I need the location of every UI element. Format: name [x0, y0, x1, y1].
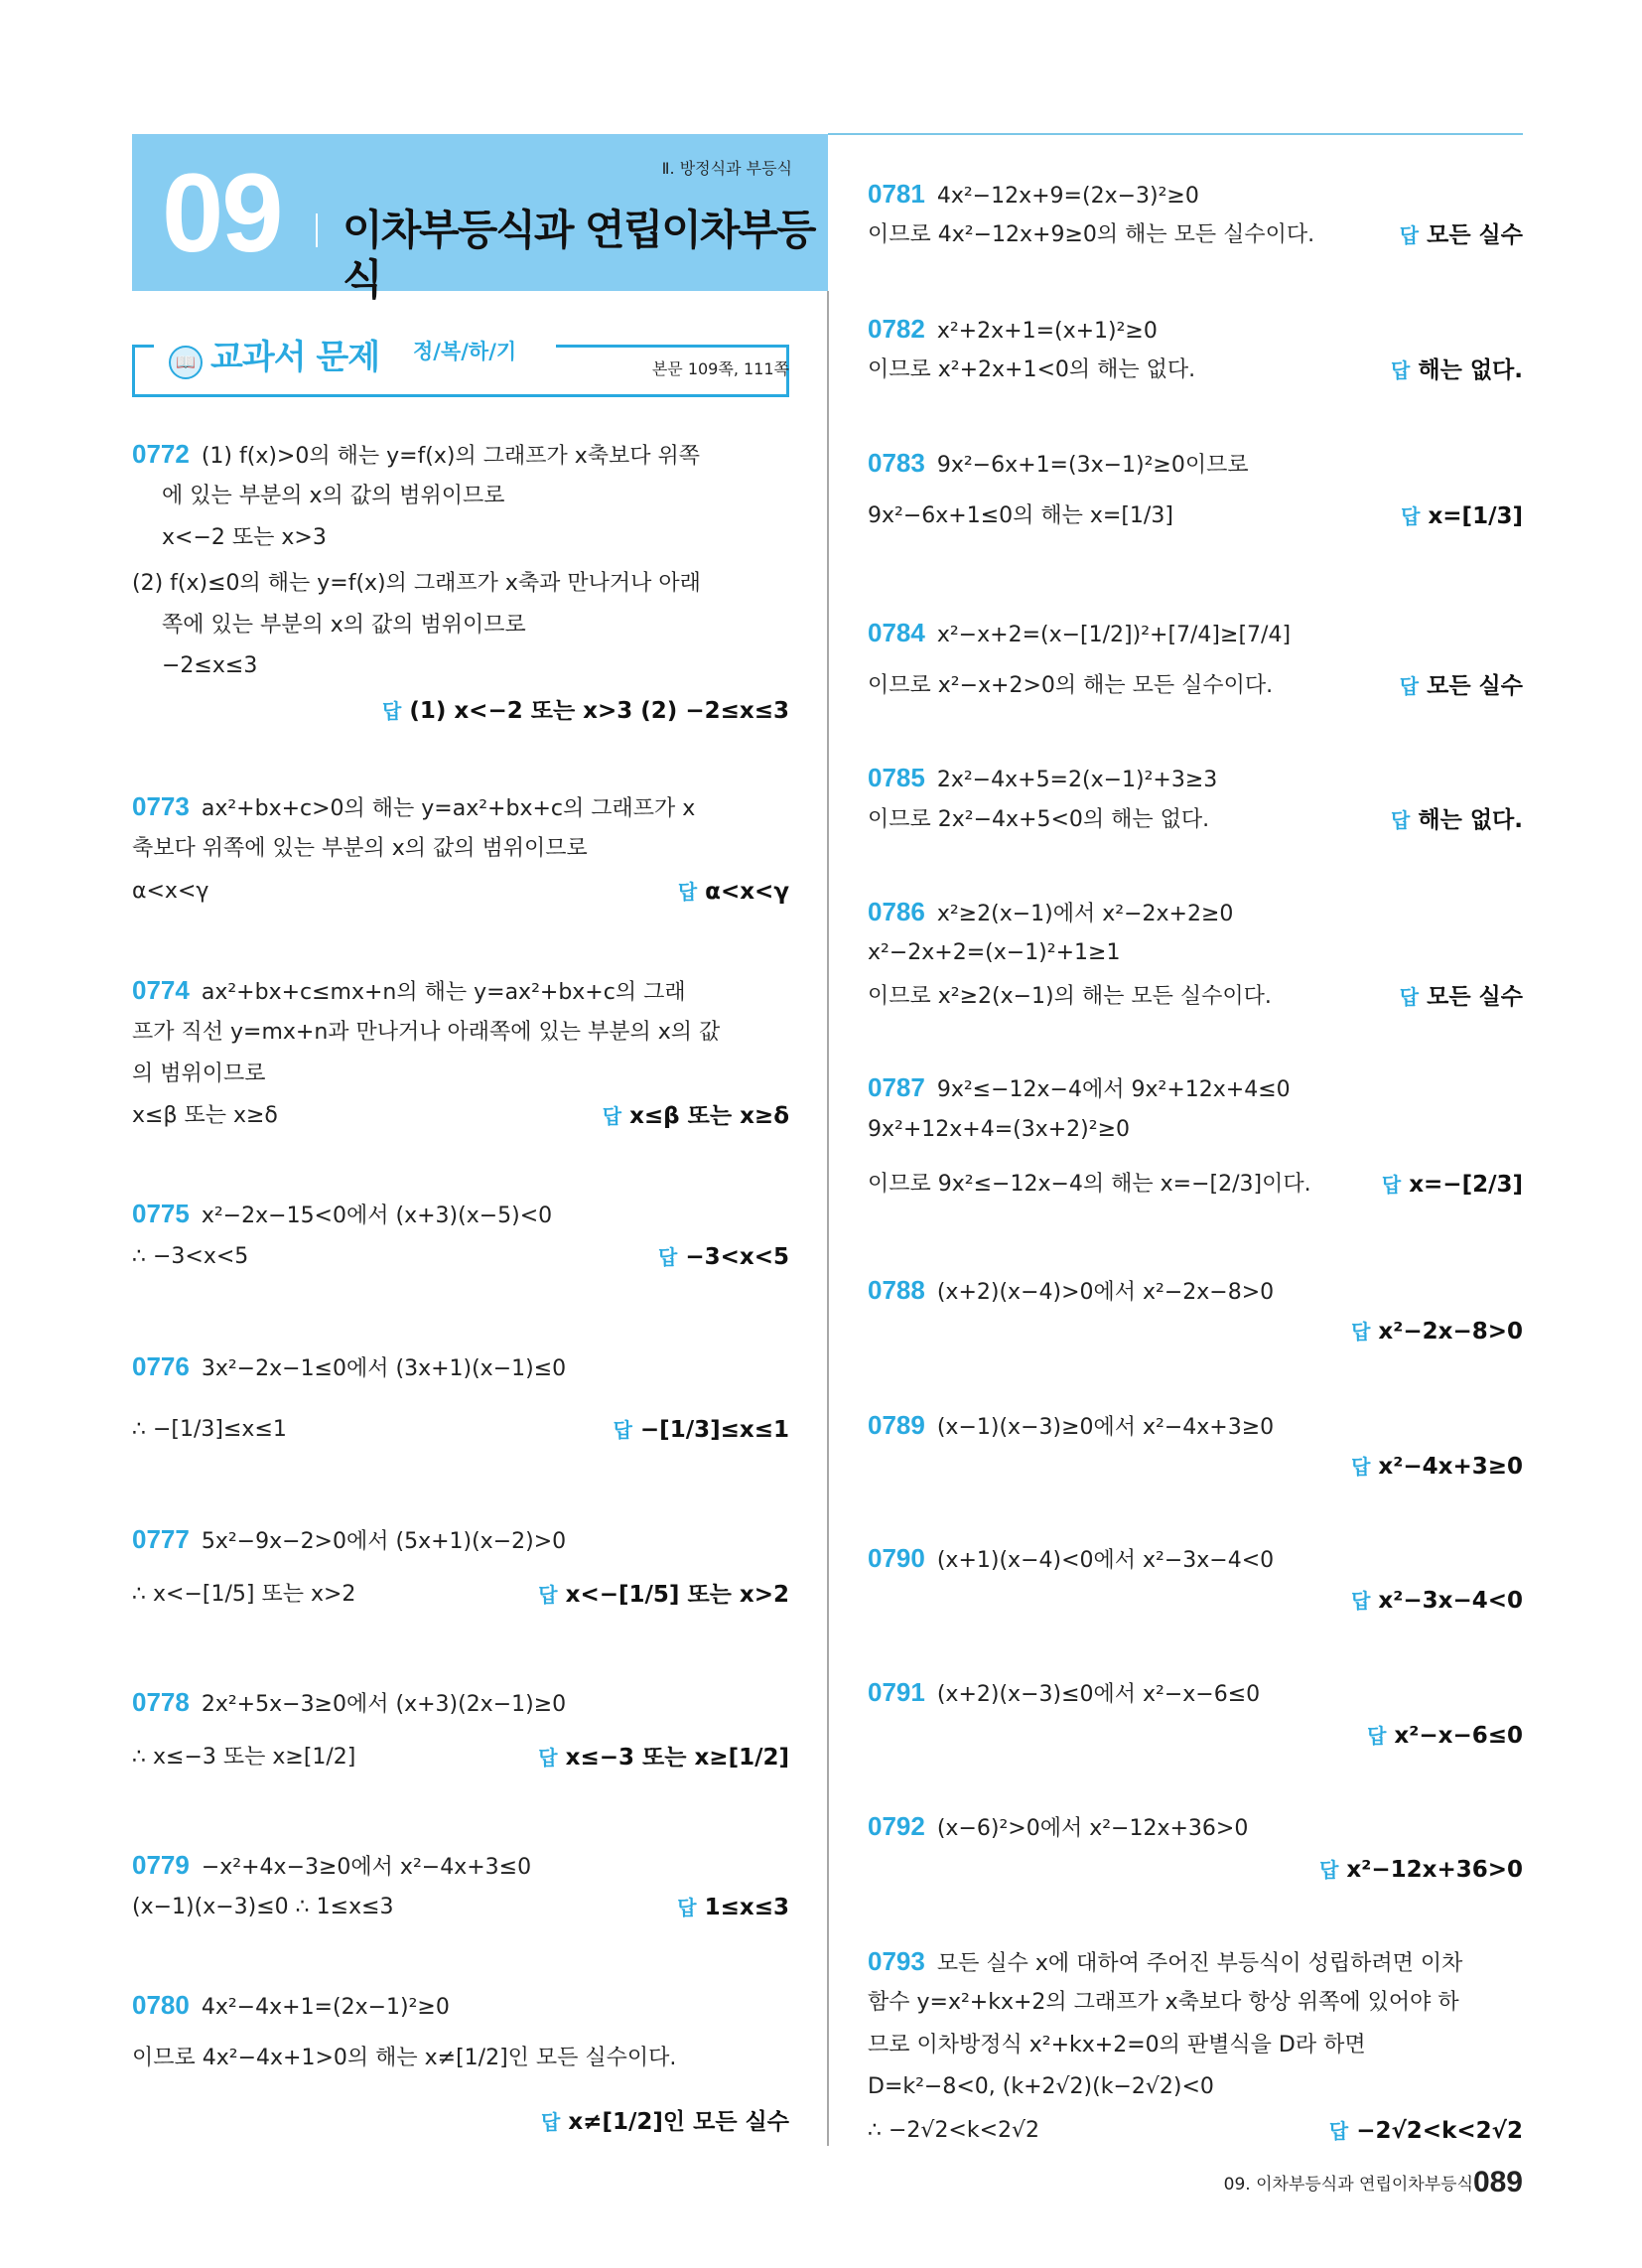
solution-text: x²−2x+2=(x−1)²+1≥1 [868, 940, 1121, 965]
answer-value: 모든 실수 [1427, 984, 1523, 1010]
problem-line [162, 609, 526, 642]
answer-value: x≤β 또는 x≥δ [629, 1103, 789, 1129]
problem-line [868, 354, 1195, 387]
solution-text: 이므로 x²+2x+1<0의 해는 없다. [868, 357, 1196, 382]
solution-text: (x−1)(x−3)≤0 ∴ 1≤x≤3 [132, 1895, 394, 1919]
solution-text: 이므로 9x²≤−12x−4의 해는 x=−[2/3]이다. [868, 1172, 1311, 1197]
problem-line [132, 1685, 566, 1719]
chapter-number: 09 [162, 151, 282, 275]
solution-text: 이므로 x²≥2(x−1)의 해는 모든 실수이다. [868, 984, 1272, 1009]
answer [1319, 1853, 1523, 1887]
answer [603, 1099, 789, 1133]
answer-label: 답 [1391, 808, 1411, 832]
problem-line [132, 1988, 450, 2022]
solution-text: (x+2)(x−3)≤0에서 x²−x−6≤0 [936, 1682, 1261, 1707]
answer-label: 답 [1351, 1455, 1371, 1479]
solution-text: ∴ x<−[1/5] 또는 x>2 [132, 1582, 356, 1607]
problem-number: 0791 [868, 1677, 925, 1707]
problem-line [132, 1522, 566, 1556]
solution-text: −x²+4x−3≥0에서 x²−4x+3≤0 [201, 1855, 532, 1880]
answer [1329, 2114, 1523, 2148]
problem-line [132, 1349, 566, 1383]
problem-line [868, 2070, 1214, 2104]
answer-value: x²−4x+3≥0 [1378, 1454, 1523, 1480]
problem-number: 0786 [868, 897, 925, 926]
answer [614, 1413, 789, 1447]
answer [1400, 218, 1523, 252]
problem-line [868, 761, 1217, 794]
answer-label: 답 [658, 1245, 678, 1269]
solution-text: 9x²+12x+4=(3x+2)²≥0 [868, 1117, 1131, 1142]
problem-line [132, 2042, 676, 2075]
problem-number: 0781 [868, 179, 925, 209]
answer-value: x²−2x−8>0 [1378, 1319, 1523, 1345]
section-subtitle: 정/복/하/기 [413, 340, 517, 363]
problem-number: 0788 [868, 1275, 925, 1305]
solution-text: ∴ x≤−3 또는 x≥[1/2] [132, 1745, 356, 1770]
solution-text: 2x²+5x−3≥0에서 (x+3)(2x−1)≥0 [201, 1692, 567, 1717]
solution-text: α<x<γ [132, 879, 209, 904]
problem-number: 0793 [868, 1946, 925, 1976]
solution-text: 5x²−9x−2>0에서 (5x+1)(x−2)>0 [201, 1529, 567, 1554]
answer [677, 1891, 789, 1924]
solution-text: 3x²−2x−1≤0에서 (3x+1)(x−1)≤0 [201, 1356, 567, 1381]
problem-number: 0779 [132, 1850, 190, 1880]
answer-label: 답 [1399, 985, 1420, 1009]
problem-line [868, 1408, 1274, 1442]
solution-text: x<−2 또는 x>3 [162, 525, 327, 550]
problem-line [132, 1240, 248, 1274]
problem-line [868, 1986, 1459, 2020]
problem-line [132, 1099, 278, 1133]
chapter-separator [316, 213, 318, 247]
solution-text: x²+2x+1=(x+1)²≥0 [936, 319, 1158, 344]
problem-number: 0784 [868, 618, 925, 647]
answer [1367, 1719, 1523, 1753]
part-label: Ⅱ. 방정식과 부등식 [661, 159, 792, 178]
solution-text: 4x²−4x+1=(2x−1)²≥0 [201, 1995, 450, 2020]
answer [1351, 1315, 1523, 1348]
answer-label: 답 [602, 1104, 622, 1128]
problem-number: 0776 [132, 1351, 190, 1381]
problem-line [868, 177, 1199, 211]
answer-label: 답 [538, 1746, 558, 1770]
answer [1391, 354, 1523, 387]
answer-label: 답 [1391, 358, 1411, 382]
solution-text: (2) f(x)≤0의 해는 y=f(x)의 그래프가 x축과 만나거나 아래 [132, 571, 701, 596]
section-reference: 본문 109쪽, 111쪽 [651, 359, 789, 378]
problem-line [132, 1891, 394, 1924]
problem-line [868, 1113, 1130, 1147]
solution-text: 축보다 위쪽에 있는 부분의 x의 값의 범위이므로 [132, 836, 588, 861]
column-divider [827, 291, 829, 2146]
problem-line [868, 803, 1209, 837]
problem-number: 0787 [868, 1072, 925, 1102]
problem-line [132, 973, 686, 1007]
answer [1351, 1584, 1523, 1618]
answer-value: 1≤x≤3 [704, 1895, 789, 1920]
solution-text: 9x²−6x+1=(3x−1)²≥0이므로 [936, 453, 1249, 478]
answer-value: x=−[2/3] [1409, 1172, 1523, 1198]
answer-value: (1) x<−2 또는 x>3 (2) −2≤x≤3 [409, 698, 789, 724]
problem-line [162, 480, 505, 513]
solution-text: x²−x+2=(x−[1/2])²+[7/4]≥[7/4] [936, 623, 1292, 647]
answer [538, 1741, 789, 1774]
solution-text: (x−1)(x−3)≥0에서 x²−4x+3≥0 [936, 1415, 1275, 1440]
solution-text: 모든 실수 x에 대하여 주어진 부등식이 성립하려면 이차 [936, 1951, 1463, 1976]
problem-line [132, 832, 588, 866]
solution-text: 이므로 4x²−4x+1>0의 해는 x≠[1/2]인 모든 실수이다. [132, 2046, 677, 2070]
answer [538, 1578, 789, 1612]
solution-text: ax²+bx+c>0의 해는 y=ax²+bx+c의 그래프가 x [201, 796, 696, 821]
problem-line [132, 1197, 552, 1230]
problem-number: 0780 [132, 1990, 190, 2020]
problem-line [868, 1809, 1248, 1843]
answer [1400, 669, 1523, 703]
problem-line [162, 649, 257, 683]
answer-value: −3<x<5 [685, 1244, 789, 1270]
solution-text: ∴ −3<x<5 [132, 1244, 249, 1269]
answer [1400, 980, 1523, 1014]
problem-number: 0772 [132, 439, 190, 469]
problem-number: 0785 [868, 763, 925, 792]
solution-text: 9x²≤−12x−4에서 9x²+12x+4≤0 [936, 1077, 1291, 1102]
problem-number: 0789 [868, 1410, 925, 1440]
answer-value: 해는 없다. [1418, 807, 1523, 833]
answer [541, 2105, 789, 2139]
solution-text: 2x²−4x+5=2(x−1)²+3≥3 [936, 768, 1218, 792]
answer [678, 875, 789, 909]
problem-line [868, 312, 1158, 346]
answer-value: 해는 없다. [1418, 357, 1523, 383]
problem-line [868, 936, 1120, 970]
answer [382, 694, 789, 728]
solution-text: 4x²−12x+9=(2x−3)²≥0 [936, 184, 1199, 209]
answer-value: x<−[1/5] 또는 x>2 [565, 1582, 789, 1608]
solution-text: x²≥2(x−1)에서 x²−2x+2≥0 [936, 902, 1234, 926]
chapter-header [132, 134, 828, 304]
problem-line [868, 1273, 1274, 1307]
solution-text: 쪽에 있는 부분의 x의 값의 범위이므로 [162, 613, 526, 638]
answer-label: 답 [1401, 504, 1421, 528]
solution-text: −2≤x≤3 [162, 653, 258, 678]
problem-line [132, 789, 695, 823]
solution-text: (x+1)(x−4)<0에서 x²−3x−4<0 [936, 1548, 1275, 1573]
answer [1401, 499, 1523, 533]
problem-line [868, 2029, 1366, 2062]
solution-text: 함수 y=x²+kx+2의 그래프가 x축보다 항상 위쪽에 있어야 하 [868, 1990, 1459, 2015]
problem-line [868, 895, 1233, 928]
section-box-top-left [132, 345, 154, 348]
problem-line [868, 1675, 1260, 1709]
solution-text: (1) f(x)>0의 해는 y=f(x)의 그래프가 x축보다 위쪽 [201, 444, 701, 469]
problem-line [132, 875, 208, 909]
problem-number: 0778 [132, 1687, 190, 1717]
solution-text: ax²+bx+c≤mx+n의 해는 y=ax²+bx+c의 그래 [201, 980, 686, 1005]
solution-text: 므로 이차방정식 x²+kx+2=0의 판별식을 D라 하면 [868, 2033, 1366, 2057]
answer-value: x²−3x−4<0 [1378, 1588, 1523, 1614]
problem-line [132, 1016, 720, 1050]
answer [658, 1240, 789, 1274]
problem-line [868, 1070, 1291, 1104]
answer-label: 답 [1351, 1589, 1371, 1613]
answer-value: x²−x−6≤0 [1394, 1723, 1523, 1749]
solution-text: (x−6)²>0에서 x²−12x+36>0 [936, 1816, 1249, 1841]
problem-line [132, 567, 701, 601]
page-number: 089 [1472, 2166, 1523, 2198]
solution-text: 이므로 x²−x+2>0의 해는 모든 실수이다. [868, 673, 1274, 698]
answer [1391, 803, 1523, 837]
problem-line [132, 1848, 531, 1882]
answer-label: 답 [1399, 223, 1420, 247]
answer-label: 답 [613, 1418, 632, 1442]
problem-line [868, 1944, 1462, 1978]
problem-line [162, 521, 327, 555]
solution-text: D=k²−8<0, (k+2√2)(k−2√2)<0 [868, 2074, 1214, 2099]
solution-text: 프가 직선 y=mx+n과 만나거나 아래쪽에 있는 부분의 x의 값 [132, 1020, 721, 1045]
solution-text: ∴ −[1/3]≤x≤1 [132, 1417, 287, 1442]
problem-number: 0775 [132, 1199, 190, 1228]
top-rule [828, 133, 1523, 135]
answer-label: 답 [381, 699, 402, 723]
section-box-top-right [556, 345, 789, 348]
answer-value: x=[1/3] [1428, 503, 1523, 529]
problem-line [132, 1578, 355, 1612]
problem-line [132, 1058, 266, 1091]
problem-line [868, 1541, 1274, 1575]
answer-label: 답 [1381, 1173, 1402, 1197]
problem-line [868, 446, 1249, 480]
problem-number: 0773 [132, 791, 190, 821]
footer-chapter: 09. 이차부등식과 연립이차부등식 [1223, 2175, 1473, 2195]
answer-label: 답 [677, 1896, 697, 1919]
solution-text: 이므로 2x²−4x+5<0의 해는 없다. [868, 807, 1210, 832]
problem-line [868, 980, 1272, 1014]
answer-label: 답 [541, 2110, 561, 2134]
solution-text: ∴ −2√2<k<2√2 [868, 2118, 1040, 2143]
solution-text: 9x²−6x+1≤0의 해는 x=[1/3] [868, 503, 1173, 528]
problem-number: 0790 [868, 1543, 925, 1573]
solution-text: (x+2)(x−4)>0에서 x²−2x−8>0 [936, 1280, 1275, 1305]
answer-value: −2√2<k<2√2 [1356, 2118, 1523, 2144]
problem-line [868, 499, 1173, 533]
answer [1351, 1450, 1523, 1484]
problem-line [868, 669, 1273, 703]
answer-value: 모든 실수 [1427, 673, 1523, 699]
answer-label: 답 [1367, 1724, 1387, 1748]
section-title: 교과서 문제 [210, 338, 380, 377]
problem-line [132, 1413, 287, 1447]
problem-number: 0782 [868, 314, 925, 344]
solution-text: 의 범위이므로 [132, 1062, 266, 1086]
problem-number: 0777 [132, 1524, 190, 1554]
solution-text: 에 있는 부분의 x의 값의 범위이므로 [162, 484, 505, 508]
problem-number: 0774 [132, 975, 190, 1005]
chapter-title: 이차부등식과 연립이차부등식 [342, 206, 815, 304]
answer-label: 답 [1319, 1858, 1339, 1882]
problem-line [868, 218, 1314, 252]
problem-number: 0792 [868, 1811, 925, 1841]
problem-line [132, 437, 700, 471]
problem-line [868, 616, 1291, 649]
answer-label: 답 [677, 880, 698, 904]
book-icon: 📖 [169, 346, 203, 379]
answer-value: x≤−3 또는 x≥[1/2] [565, 1745, 789, 1771]
answer-label: 답 [538, 1583, 558, 1607]
solution-text: x²−2x−15<0에서 (x+3)(x−5)<0 [201, 1204, 553, 1228]
solution-text: x≤β 또는 x≥δ [132, 1103, 278, 1128]
answer [1382, 1168, 1523, 1202]
problem-line [868, 1168, 1311, 1202]
answer-value: −[1/3]≤x≤1 [639, 1417, 789, 1443]
answer-value: x²−12x+36>0 [1346, 1857, 1523, 1883]
problem-line [868, 2114, 1039, 2148]
answer-label: 답 [1399, 674, 1420, 698]
answer-value: α<x<γ [705, 879, 789, 905]
problem-line [132, 1741, 355, 1774]
problem-number: 0783 [868, 448, 925, 478]
answer-value: x≠[1/2]인 모든 실수 [568, 2109, 789, 2135]
answer-label: 답 [1328, 2119, 1349, 2143]
answer-label: 답 [1351, 1320, 1371, 1344]
answer-value: 모든 실수 [1427, 222, 1523, 248]
solution-text: 이므로 4x²−12x+9≥0의 해는 모든 실수이다. [868, 222, 1315, 247]
